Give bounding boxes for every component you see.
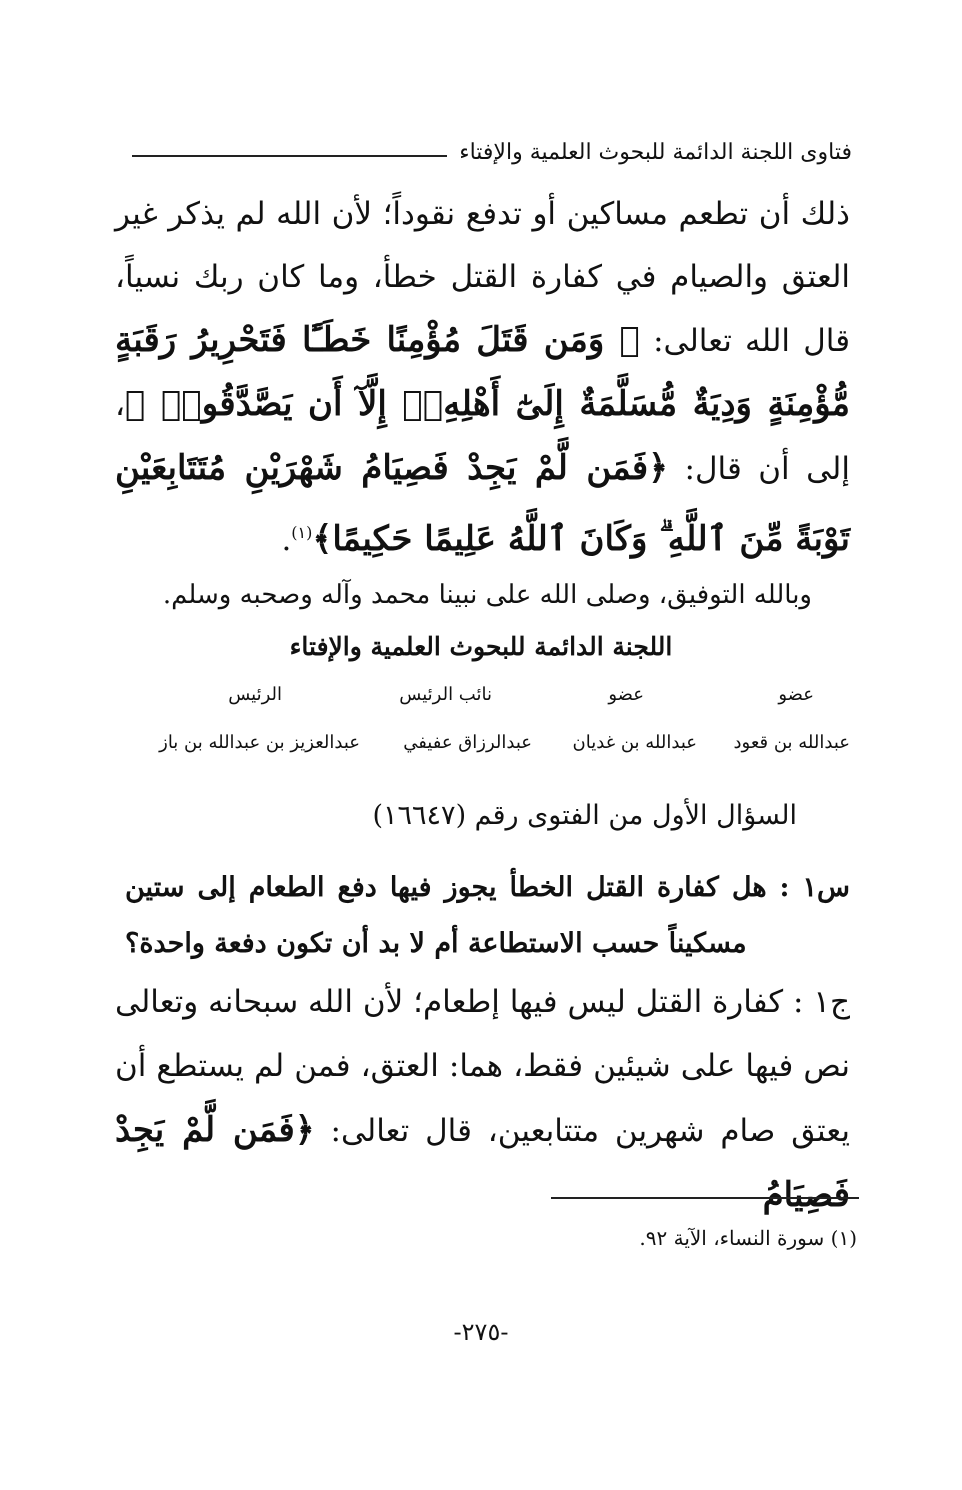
committee-roles-row [0,684,962,716]
quran-verse-2: ﴿فَمَن لَّمْ يَجِدْ فَصِيَامُ شَهْرَيْنِ مُتَتَابِعَيْنِ تَوْبَةً مِّنَ ٱللَّهِ ۗ وَكَانَ ٱللَّهُ عَلِيمًا حَكِيمًا﴾ [115,448,850,559]
role-member-1: عضو [778,684,814,705]
question-line-1: س١ : هل كفارة القتل الخطأ يجوز فيها دفع الطعام إلى ستين [125,872,850,903]
header-rule [132,155,447,157]
passage-paragraph [115,183,850,572]
member-name-3: عبدالرزاق عفيفي [403,732,532,753]
role-president: الرئيس [228,684,282,705]
passage-end: . [281,522,292,558]
role-member-2: عضو [608,684,644,705]
footnote-rule [551,1197,859,1199]
fatwa-heading: السؤال الأول من الفتوى رقم (١٦٦٤٧) [372,800,797,831]
question-line-2: مسكيناً حسب الاستطاعة أم لا بد أن تكون دفعة واحدة؟ [125,928,747,959]
closing-line: وبالله التوفيق، وصلى الله على نبينا محمد وآله وصحبه وسلم. [162,580,812,610]
member-name-1: عبدالله بن قعود [733,732,850,753]
role-vice-president: نائب الرئيس [399,684,492,705]
footnote: (١) سورة النساء، الآية ٩٢. [639,1226,857,1250]
running-header [132,132,852,172]
passage-text: ذلك أن تطعم مساكين أو تدفع نقوداً؛ لأن الله لم يذكر غير العتق والصيام في كفارة القتل خطأ، وما كان ربك نسياً، قال الله تعالى: [115,196,851,359]
quran-verse-1: ﴿ وَمَن قَتَلَ مُؤْمِنًا خَطَـًٔا فَتَحْرِيرُ رَقَبَةٍ مُّؤْمِنَةٍ وَدِيَةٌ مُّسَلَّمَةٌ إِلَىٰٓ أَهْلِهِۦٓ إِلَّآ أَن يَصَّدَّقُوا۟ ﴾ [115,320,850,424]
running-title: فتاوى اللجنة الدائمة للبحوث العلمية والإفتاء [459,139,852,165]
passage-connector: ، إلى أن قال: [115,387,850,487]
answer-quran: ﴿فَمَن لَّمْ يَجِدْ فَصِيَامُ [115,1110,850,1215]
question-block [125,860,850,972]
committee-title: اللجنة الدائمة للبحوث العلمية والإفتاء [289,632,673,661]
member-name-4: عبدالعزيز بن عبدالله بن باز [159,732,360,753]
member-name-2: عبدالله بن غديان [572,732,697,753]
footnote-reference: (١) [291,523,313,542]
committee-names-row [0,732,962,764]
answer-text: ج١ : كفارة القتل ليس فيها إطعام؛ لأن الله سبحانه وتعالى نص فيها على شيئين فقط، هما: العتق، فمن لم يستطع أن يعتق صام شهرين متتابعين، قال تعالى: [115,984,850,1149]
answer-paragraph [115,970,850,1228]
page-number: -٢٧٥- [453,1318,509,1346]
